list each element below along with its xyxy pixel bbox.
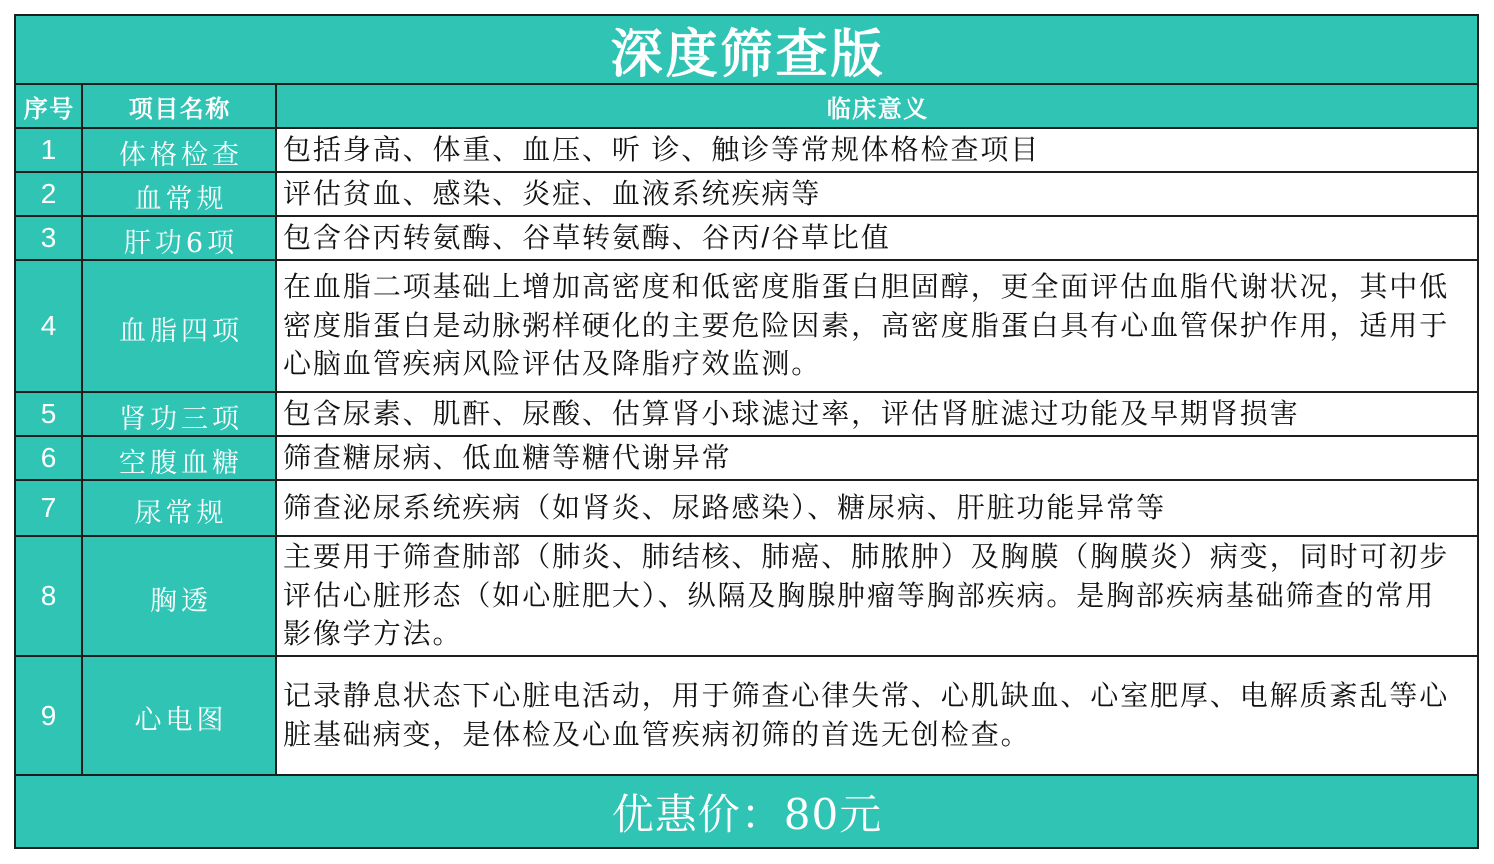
clinical-meaning-line: 筛查糖尿病、低血糖等糖代谢异常: [283, 441, 732, 473]
clinical-meaning-line: 记录静息状态下心脏电活动，用于筛查心律失常、心肌缺血、心室肥厚、电解质紊乱等心: [283, 680, 1450, 711]
table-row: [16, 173, 1477, 217]
table-row: [16, 657, 1477, 776]
table-row: [16, 217, 1477, 261]
clinical-meaning: [277, 217, 1477, 259]
clinical-meaning: [277, 537, 1477, 655]
item-name: 体格检查: [83, 129, 277, 171]
discount-price: 优惠价：80元: [611, 789, 883, 839]
clinical-meaning: [277, 437, 1477, 479]
item-name: 血常规: [83, 173, 277, 215]
clinical-meaning-line: 心脑血管疾病风险评估及降脂疗效监测。: [283, 348, 822, 380]
row-number: 6: [16, 437, 83, 479]
row-number: 4: [16, 261, 83, 391]
item-name: 肾功三项: [83, 393, 277, 435]
header-number: 序号: [16, 85, 83, 127]
screening-package-table: [14, 14, 1479, 849]
table-row: [16, 129, 1477, 173]
clinical-meaning-line: 包括身高、体重、血压、听 诊、触诊等常规体格检查项目: [283, 133, 1041, 165]
clinical-meaning-line: 脏基础病变，是体检及心血管疾病初筛的首选无创检查。: [283, 718, 1031, 750]
header-row: [16, 85, 1477, 129]
clinical-meaning-line: 包含谷丙转氨酶、谷草转氨酶、谷丙/谷草比值: [283, 221, 891, 253]
clinical-meaning: [277, 393, 1477, 435]
table-row: [16, 261, 1477, 393]
clinical-meaning: [277, 657, 1477, 774]
clinical-meaning-line: 包含尿素、肌酐、尿酸、估算肾小球滤过率，评估肾脏滤过功能及早期肾损害: [283, 397, 1300, 429]
row-number: 1: [16, 129, 83, 171]
clinical-meaning-line: 密度脂蛋白是动脉粥样硬化的主要危险因素，高密度脂蛋白具有心血管保护作用，适用于: [283, 309, 1450, 341]
row-number: 9: [16, 657, 83, 774]
row-number: 5: [16, 393, 83, 435]
table-title: 深度筛查版: [16, 16, 1477, 85]
clinical-meaning-line: 影像学方法。: [283, 618, 463, 650]
clinical-meaning-line: 评估心脏形态（如心脏肥大）、纵隔及胸腺肿瘤等胸部疾病。是胸部疾病基础筛查的常用: [283, 579, 1436, 611]
item-name: 肝功6项: [83, 217, 277, 259]
header-item-name: 项目名称: [83, 85, 277, 127]
row-number: 8: [16, 537, 83, 655]
table-row: [16, 393, 1477, 437]
item-name: 心电图: [83, 657, 277, 774]
table-row: [16, 537, 1477, 657]
clinical-meaning-line: 筛查泌尿系统疾病（如肾炎、尿路感染）、糖尿病、肝脏功能异常等: [283, 491, 1167, 523]
clinical-meaning-line: 评估贫血、感染、炎症、血液系统疾病等: [283, 177, 822, 209]
clinical-meaning: [277, 129, 1477, 171]
item-name: 血脂四项: [83, 261, 277, 391]
table-row: [16, 481, 1477, 537]
clinical-meaning-line: 主要用于筛查肺部（肺炎、肺结核、肺癌、肺脓肿）及胸膜（胸膜炎）病变，同时可初步: [283, 541, 1450, 573]
header-clinical-meaning: 临床意义: [826, 95, 929, 123]
clinical-meaning-line: 在血脂二项基础上增加高密度和低密度脂蛋白胆固醇，更全面评估血脂代谢状况，其中低: [283, 271, 1450, 303]
clinical-meaning: [277, 261, 1477, 391]
clinical-meaning: [277, 481, 1477, 535]
row-number: 7: [16, 481, 83, 535]
row-number: 3: [16, 217, 83, 259]
item-name: 空腹血糖: [83, 437, 277, 479]
item-name: 尿常规: [83, 481, 277, 535]
item-name: 胸透: [83, 537, 277, 655]
row-number: 2: [16, 173, 83, 215]
clinical-meaning: [277, 173, 1477, 215]
table-row: [16, 437, 1477, 481]
